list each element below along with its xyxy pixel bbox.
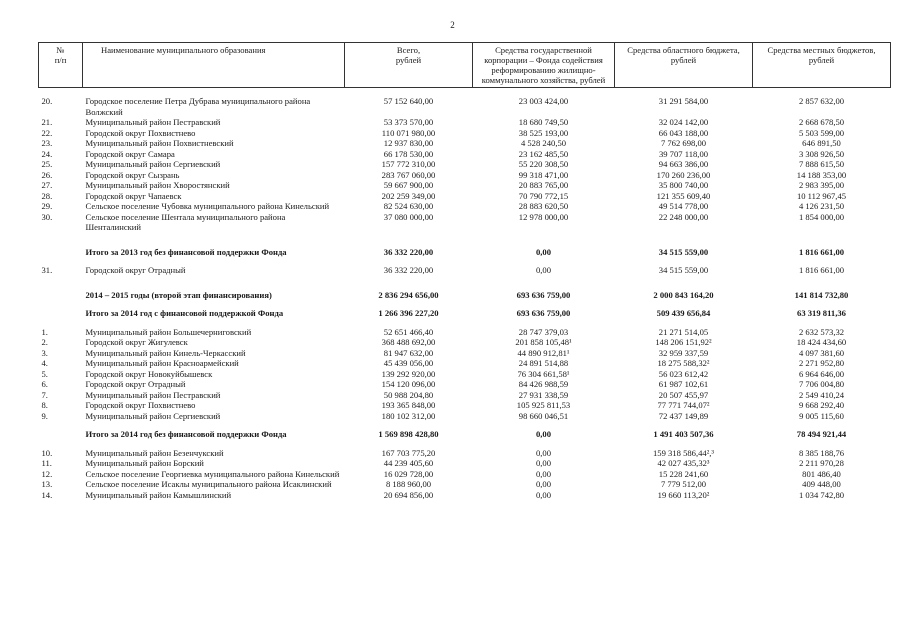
row-name: Городской округ Чапаевск [85, 190, 182, 201]
row-fund: 4 528 240,50 [520, 138, 567, 148]
row-fund: 84 426 988,59 [518, 379, 569, 389]
row-regional: 32 024 142,00 [658, 117, 709, 127]
row-local: 141 814 732,80 [794, 289, 849, 300]
row-name: Городской округ Похвистнево [85, 400, 196, 410]
table-row [39, 490, 891, 501]
table-row [39, 479, 891, 490]
row-name: Сельское поселение Чубовка муниципального района Кинельский [85, 201, 330, 211]
row-total: 52 651 466,40 [383, 326, 434, 337]
table-row [39, 128, 891, 139]
row-name: Городской округ Самара [85, 148, 175, 159]
row-number [39, 308, 83, 319]
subtotal-row [39, 308, 891, 319]
subtotal-row [39, 429, 891, 440]
row-total: 110 071 980,00 [381, 127, 436, 138]
row-fund: 105 925 811,53 [516, 400, 571, 410]
row-fund: 24 891 514,88 [518, 358, 569, 368]
row-local: 9 005 115,60 [799, 410, 844, 421]
table-row [39, 458, 891, 469]
row-name: Городской округ Похвистнево [85, 127, 196, 138]
table-row [39, 337, 891, 348]
row-local: 646 891,50 [802, 138, 841, 148]
row-regional: 20 507 455,97 [658, 389, 709, 400]
row-fund: 12 978 000,00 [518, 211, 569, 222]
row-local: 4 097 381,60 [798, 347, 845, 358]
row-regional: 18 275 588,32² [657, 358, 710, 368]
row-number: 3. [41, 347, 48, 358]
row-name: Муниципальный район Сергиевский [85, 410, 221, 421]
row-fund: 27 931 338,59 [518, 389, 569, 400]
row-local: 1 034 742,80 [798, 489, 845, 500]
row-regional: 21 271 514,05 [658, 326, 709, 337]
row-total: 20 694 856,00 [383, 489, 434, 500]
row-name: Сельское поселение Георгиевка муниципального района Кинельский [85, 468, 340, 479]
col-num-header: № п/п [39, 43, 83, 88]
row-fund: 0,00 [535, 447, 552, 458]
row-name: 2014 – 2015 годы (второй этап финансирования) [85, 289, 272, 300]
row-fund: 693 636 759,00 [516, 289, 571, 300]
row-regional: 7 762 698,00 [660, 138, 707, 148]
row-number: 31. [41, 265, 53, 275]
table-row [39, 369, 891, 380]
table-row [39, 348, 891, 359]
row-number: 20. [41, 96, 53, 106]
row-number: 28. [41, 190, 53, 201]
row-number: 14. [41, 489, 53, 500]
row-name: Итого за 2014 год с финансовой поддержкой Фонда [85, 308, 284, 318]
row-total: 53 373 570,00 [383, 117, 434, 127]
table-row [39, 400, 891, 411]
row-total: 36 332 220,00 [383, 265, 434, 275]
table-header [39, 43, 891, 88]
row-local: 409 448,00 [802, 479, 841, 489]
table-row [39, 96, 891, 117]
row-number: 22. [41, 127, 53, 138]
row-fund: 70 790 772,15 [518, 190, 569, 201]
table-row [39, 448, 891, 459]
row-fund: 0,00 [535, 479, 552, 489]
row-number: 12. [41, 468, 53, 479]
table-row [39, 117, 891, 128]
row-total: 16 029 728,00 [383, 468, 434, 479]
row-fund: 55 220 308,50 [518, 159, 569, 169]
row-total: 157 772 310,00 [381, 159, 436, 169]
row-regional: 170 260 236,00 [656, 169, 711, 180]
row-total: 2 836 294 656,00 [378, 289, 439, 300]
row-number: 24. [41, 148, 53, 159]
table-row [39, 411, 891, 422]
row-number: 30. [41, 211, 53, 222]
row-name: Итого за 2013 год без финансовой поддержки Фонда [85, 246, 287, 257]
row-regional: 509 439 656,84 [656, 308, 711, 318]
row-number: 6. [41, 379, 48, 389]
row-number: 23. [41, 138, 53, 148]
table-row [39, 379, 891, 390]
row-local: 2 211 970,28 [799, 458, 844, 468]
spacer-row [39, 88, 891, 97]
row-number: 2. [41, 337, 48, 347]
row-regional: 1 491 403 507,36 [653, 429, 714, 439]
row-regional: 15 228 241,60 [658, 468, 709, 479]
row-local: 4 126 231,50 [798, 201, 845, 211]
row-regional: 49 514 778,00 [658, 201, 709, 211]
row-name: Муниципальный район Похвистневский [85, 138, 234, 148]
row-number: 27. [41, 180, 53, 190]
row-number [39, 247, 83, 258]
row-number: 9. [41, 410, 48, 421]
row-fund: 98 660 046,51 [518, 410, 569, 421]
spacer-row [39, 257, 891, 265]
row-regional: 56 023 612,42 [658, 368, 709, 379]
row-local: 2 549 410,24 [798, 389, 845, 400]
row-name: Городской округ Отрадный [85, 265, 186, 275]
table-row [39, 469, 891, 480]
row-name: Городской округ Жигулевск [85, 337, 188, 347]
row-number: 29. [41, 201, 53, 211]
row-local: 1 816 661,00 [798, 246, 845, 257]
spacer-cell [39, 233, 891, 247]
row-total: 368 488 692,00 [381, 337, 436, 347]
row-total: 45 439 056,00 [383, 358, 434, 368]
row-regional: 61 987 102,61 [658, 379, 709, 389]
col-total-header: Всего, рублей [345, 43, 473, 88]
spacer-row [39, 440, 891, 448]
row-name: Городской округ Отрадный [85, 379, 186, 389]
row-number: 5. [41, 368, 48, 379]
row-local: 78 494 921,44 [796, 429, 847, 439]
row-local: 18 424 434,60 [796, 337, 847, 347]
row-number [39, 429, 83, 440]
row-name: Муниципальный район Пестравский [85, 117, 221, 127]
row-name: Городской округ Сызрань [85, 169, 180, 180]
row-local: 7 706 004,80 [798, 379, 845, 389]
row-fund: 0,00 [535, 265, 552, 275]
spacer-row [39, 233, 891, 247]
row-regional: 32 959 337,59 [658, 347, 709, 358]
row-total: 202 259 349,00 [381, 190, 436, 201]
row-local: 3 308 926,50 [798, 148, 845, 159]
row-fund: 23 162 485,50 [518, 148, 569, 159]
row-total: 283 767 060,00 [381, 169, 436, 180]
spacer-cell [39, 421, 891, 429]
row-local: 8 385 188,76 [798, 447, 845, 458]
row-name: Муниципальный район Красноармейский [85, 358, 239, 368]
row-number: 26. [41, 169, 53, 180]
row-local: 801 486,40 [802, 468, 841, 479]
row-total: 37 080 000,00 [383, 211, 434, 222]
row-regional: 35 800 740,00 [658, 180, 709, 190]
row-number: 10. [41, 447, 53, 458]
row-number: 11. [41, 458, 52, 468]
row-local: 1 816 661,00 [798, 265, 845, 275]
row-regional: 19 660 113,20² [657, 489, 710, 500]
spacer-cell [39, 319, 891, 327]
row-number: 1. [41, 326, 48, 337]
row-fund: 38 525 193,00 [518, 127, 569, 138]
row-total: 81 947 632,00 [383, 347, 434, 358]
row-local: 2 668 678,50 [798, 117, 845, 127]
row-total: 1 569 898 428,80 [378, 429, 439, 439]
row-local: 1 854 000,00 [798, 211, 845, 222]
row-name: Муниципальный район Пестравский [85, 389, 221, 400]
row-fund: 44 890 912,81¹ [517, 347, 570, 358]
row-regional: 121 355 609,40 [656, 190, 711, 201]
spacer-row [39, 300, 891, 308]
table-row [39, 159, 891, 170]
spacer-row [39, 276, 891, 290]
table-row [39, 212, 891, 233]
spacer-cell [39, 257, 891, 265]
row-number: 25. [41, 159, 53, 169]
row-total: 44 239 405,60 [383, 458, 434, 468]
row-total: 8 188 960,00 [385, 479, 432, 489]
row-regional: 22 248 000,00 [658, 211, 709, 222]
row-local: 7 888 615,50 [798, 159, 845, 169]
row-regional: 42 027 435,32³ [657, 458, 710, 468]
row-total: 1 266 396 227,20 [378, 308, 439, 318]
row-total: 57 152 640,00 [383, 96, 434, 106]
col-name-header: Наименование муниципального образования [83, 43, 345, 88]
col-fund-header: Средства государственной корпорации – Фонда содействия реформированию жилищно-коммунального хозяйства, рублей [473, 43, 615, 88]
row-regional: 148 206 151,92² [655, 337, 712, 347]
row-regional: 31 291 584,00 [658, 96, 709, 106]
row-fund: 28 883 620,50 [518, 201, 569, 211]
row-name: Муниципальный район Безенчукский [85, 447, 224, 458]
row-total: 59 667 900,00 [383, 180, 434, 190]
row-fund: 23 003 424,00 [518, 96, 569, 106]
row-total: 50 988 204,80 [383, 389, 434, 400]
row-fund: 0,00 [535, 489, 552, 500]
row-number [39, 290, 83, 301]
row-fund: 28 747 379,03 [518, 326, 569, 337]
stage-row [39, 290, 891, 301]
row-fund: 18 680 749,50 [518, 117, 569, 127]
row-regional: 66 043 188,00 [658, 127, 709, 138]
row-total: 36 332 220,00 [383, 246, 434, 257]
row-local: 2 983 395,00 [798, 180, 845, 190]
spacer-cell [39, 276, 891, 290]
spacer-cell [39, 88, 891, 97]
row-local: 10 112 967,45 [796, 190, 847, 201]
row-local: 2 632 573,32 [798, 326, 845, 337]
row-name: Муниципальный район Большечерниговский [85, 326, 252, 337]
row-name: Сельское поселение Шентала муниципального района Шенталинский [85, 211, 286, 232]
row-fund: 693 636 759,00 [516, 308, 571, 318]
row-fund: 99 318 471,00 [518, 169, 569, 180]
row-regional: 34 515 559,00 [658, 246, 709, 257]
row-name: Городской округ Новокуйбышевск [85, 368, 213, 379]
row-local: 9 668 292,40 [798, 400, 845, 410]
subtotal-row [39, 247, 891, 258]
row-regional: 2 000 843 164,20 [653, 289, 714, 300]
row-total: 180 102 312,00 [381, 410, 436, 421]
row-fund: 0,00 [535, 468, 552, 479]
row-local: 14 188 353,00 [796, 169, 847, 180]
row-fund: 0,00 [535, 458, 552, 468]
row-name: Муниципальный район Хворостянский [85, 180, 230, 190]
col-local-header: Средства местных бюджетов, рублей [753, 43, 891, 88]
row-name: Муниципальный район Кинель-Черкасский [85, 347, 246, 358]
row-number: 8. [41, 400, 48, 410]
table-row [39, 191, 891, 202]
row-name: Муниципальный район Сергиевский [85, 159, 221, 169]
table-row [39, 358, 891, 369]
row-fund: 0,00 [535, 246, 552, 257]
row-name: Городское поселение Петра Дубрава муниципального района Волжский [85, 96, 311, 117]
row-fund: 201 858 105,48¹ [515, 337, 572, 347]
funding-table [38, 42, 891, 500]
row-name: Муниципальный район Борский [85, 458, 204, 468]
row-total: 66 178 530,00 [383, 148, 434, 159]
row-local: 5 503 599,00 [798, 127, 845, 138]
spacer-row [39, 421, 891, 429]
row-regional: 159 318 586,44²,³ [652, 447, 714, 458]
row-regional: 39 707 118,00 [658, 148, 709, 159]
page-number: 2 [450, 20, 455, 30]
row-local: 6 964 646,00 [798, 368, 845, 379]
row-local: 2 271 952,80 [798, 358, 845, 368]
row-number: 21. [41, 117, 53, 127]
table-row [39, 138, 891, 149]
row-fund: 76 304 661,58¹ [517, 368, 570, 379]
row-regional: 77 771 744,07² [657, 400, 710, 410]
spacer-cell [39, 440, 891, 448]
table-row [39, 149, 891, 160]
row-total: 12 937 830,00 [383, 138, 434, 148]
row-regional: 34 515 559,00 [658, 265, 709, 275]
table-row [39, 390, 891, 401]
col-regional-header: Средства областного бюджета, рублей [615, 43, 753, 88]
table-row [39, 170, 891, 181]
row-regional: 72 437 149,89 [658, 410, 709, 421]
row-number: 13. [41, 479, 53, 489]
row-name: Итого за 2014 год без финансовой поддержки Фонда [85, 429, 287, 439]
row-fund: 0,00 [535, 429, 552, 439]
row-fund: 20 883 765,00 [518, 180, 569, 190]
table-row [39, 201, 891, 212]
row-total: 167 703 775,20 [381, 447, 436, 458]
spacer-cell [39, 300, 891, 308]
row-local: 2 857 632,00 [798, 96, 845, 106]
table-row [39, 327, 891, 338]
row-number: 7. [41, 389, 48, 400]
row-total: 139 292 920,00 [381, 368, 436, 379]
row-regional: 94 663 386,00 [658, 159, 709, 169]
row-number: 4. [41, 358, 48, 368]
row-name: Муниципальный район Камышлинский [85, 489, 232, 500]
row-local: 63 319 811,36 [797, 308, 846, 318]
row-total: 193 365 848,00 [381, 400, 436, 410]
row-total: 82 524 630,00 [383, 201, 434, 211]
table-row [39, 180, 891, 191]
table-row [39, 265, 891, 276]
row-name: Сельское поселение Исаклы муниципального района Исаклинский [85, 479, 332, 489]
row-regional: 7 779 512,00 [660, 479, 707, 489]
row-total: 154 120 096,00 [381, 379, 436, 389]
spacer-row [39, 319, 891, 327]
